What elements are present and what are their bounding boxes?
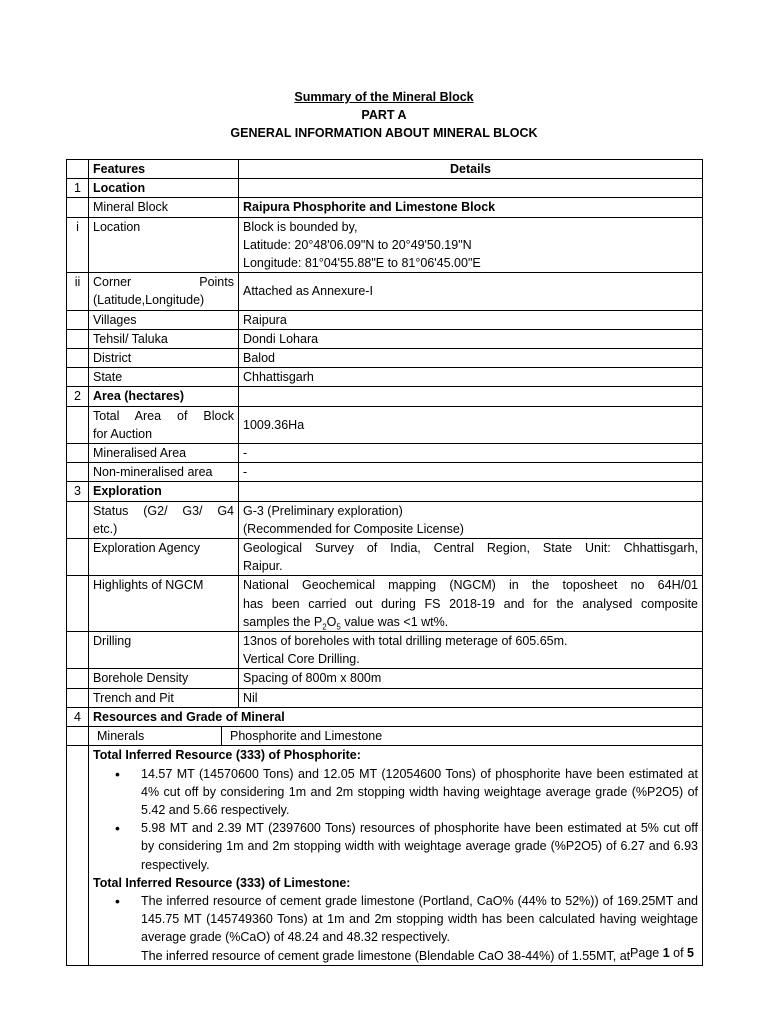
page-total: 5 [687,946,694,960]
table-row [67,632,703,669]
label-line: Status (G2/ G3/ G4 [93,503,234,518]
feature-label: Minerals [93,727,222,745]
table-row [67,576,703,632]
table-row [67,368,703,387]
row-number: ii [67,273,89,310]
table-row [67,310,703,329]
detail-value: Balod [239,349,703,368]
feature-label [89,406,239,443]
table-row [67,463,703,482]
table-row [67,707,703,726]
detail-line: Raipur. [243,559,283,574]
table-row [67,746,703,965]
detail-value: Raipura Phosphorite and Limestone Block [239,198,703,217]
table-row [67,669,703,688]
detail-value: Chhattisgarh [239,368,703,387]
resources-cell [89,746,703,965]
detail-value: Nil [239,688,703,707]
text-fragment: samples the P [243,614,323,629]
feature-label [89,273,239,310]
feature-label: State [89,368,239,387]
feature-label: Villages [89,310,239,329]
label-line: etc.) [93,521,118,536]
row-number: 2 [67,387,89,406]
section-heading: GENERAL INFORMATION ABOUT MINERAL BLOCK [230,126,538,140]
footer-text: Page [630,946,663,960]
detail-line [243,613,698,631]
detail-value: 1009.36Ha [239,406,703,443]
list-item: • The inferred resource of cement grade limestone (Blendable CaO 38-44%) of 1.55MT, at [141,947,698,965]
detail-line: Vertical Core Drilling. [243,652,360,667]
list-item: • 5.98 MT and 2.39 MT (2397600 Tons) resources of phosphorite have been estimated at 5% cut off by considering 1m and 2m stopping width with weightage average grade (%P2O5) of 6.27 and 6.93 respectively. [141,819,698,874]
label-line: (Latitude,Longitude) [93,293,205,308]
detail-line: Block is bounded by, [243,219,358,234]
detail-value: - [239,444,703,463]
features-header: Features [89,160,239,179]
detail-value: - [239,463,703,482]
footer-text: of [669,946,688,960]
table-row [67,273,703,310]
row-number: i [67,217,89,273]
detail-line: Geological Survey of India, Central Region, State Unit: Chhattisgarh, [243,541,698,556]
table-row [67,727,703,746]
label-line: Corner Points [93,275,234,290]
subscript: 2 [322,622,327,632]
detail-line: (Recommended for Composite License) [243,521,464,536]
phosphorite-resource-list [93,765,698,874]
detail-value [239,632,703,669]
detail-value [239,217,703,273]
page-footer [630,946,694,960]
row-number: 1 [67,179,89,198]
detail-line: 13nos of boreholes with total drilling meterage of 605.65m. [243,634,568,649]
detail-line: Latitude: 20°48'06.09"N to 20°49'50.19"N [243,237,472,252]
feature-label: Highlights of NGCM [89,576,239,632]
detail-value: Dondi Lohara [239,329,703,348]
table-row [67,406,703,443]
detail-line: National Geochemical mapping (NGCM) in the toposheet no 64H/01 [243,578,698,593]
feature-label: Non-mineralised area [89,463,239,482]
table-row [67,482,703,501]
table-row [67,329,703,348]
table-row [67,688,703,707]
feature-label: Location [89,217,239,273]
phosphorite-resource-title: Total Inferred Resource (333) of Phosphorite: [93,748,361,763]
document-title: Summary of the Mineral Block [294,90,474,104]
text-fragment: O [326,614,337,629]
label-line: Total Area of Block [93,408,234,423]
part-heading: PART A [361,108,407,122]
label-line: for Auction [93,426,153,441]
detail-value: Attached as Annexure-I [239,273,703,310]
section-title: Location [89,179,239,198]
page-number: 1 [662,946,670,960]
table-row [67,387,703,406]
section-title: Exploration [89,482,239,501]
list-item: • 14.57 MT (14570600 Tons) and 12.05 MT (12054600 Tons) of phosphorite have been estimated at 4% cut off by considering 1m and 2m stopping width having weightage average grade (%P2O5) of 5.42 and 5.66 respectively. [141,765,698,820]
table-header-row [67,160,703,179]
feature-label: Borehole Density [89,669,239,688]
detail-line: G-3 (Preliminary exploration) [243,503,403,518]
table-row [67,444,703,463]
text-fragment: value was <1 wt%. [340,614,449,629]
detail-value: Phosphorite and Limestone [230,729,383,744]
detail-line: has been carried out during FS 2018-19 and for the analysed composite [243,596,698,611]
list-item: • The inferred resource of cement grade limestone (Portland, CaO% (44% to 52%)) of 169.25MT and 145.75 MT (145749360 Tons) at 1m and 2m stopping width has been calculated having weightage average grade (%CaO) of 48.24 and 48.32 respectively. [141,892,698,947]
feature-label [89,501,239,538]
row-number: 4 [67,707,89,726]
detail-value: Spacing of 800m x 800m [239,669,703,688]
limestone-resource-title: Total Inferred Resource (333) of Limestone: [93,875,351,890]
table-row [67,198,703,217]
feature-label: Mineral Block [89,198,239,217]
row-number: 3 [67,482,89,501]
feature-label: Mineralised Area [89,444,239,463]
table-row [67,501,703,538]
feature-label: Drilling [89,632,239,669]
section-title: Resources and Grade of Mineral [89,707,703,726]
feature-label: Tehsil/ Taluka [89,329,239,348]
detail-value [239,576,703,632]
detail-line: Longitude: 81°04'55.88"E to 81°06'45.00"E [243,256,481,271]
feature-label: Trench and Pit [89,688,239,707]
feature-label: District [89,349,239,368]
limestone-resource-list [93,892,698,965]
detail-value [239,539,703,576]
subscript: 5 [336,622,341,632]
table-row [67,539,703,576]
details-header: Details [239,160,703,179]
table-row [67,217,703,273]
feature-label: Exploration Agency [89,539,239,576]
detail-value: Raipura [239,310,703,329]
table-row [67,179,703,198]
section-title: Area (hectares) [89,387,239,406]
detail-value [239,501,703,538]
table-row [67,349,703,368]
mineral-block-table [66,159,703,966]
minerals-row [89,727,703,746]
